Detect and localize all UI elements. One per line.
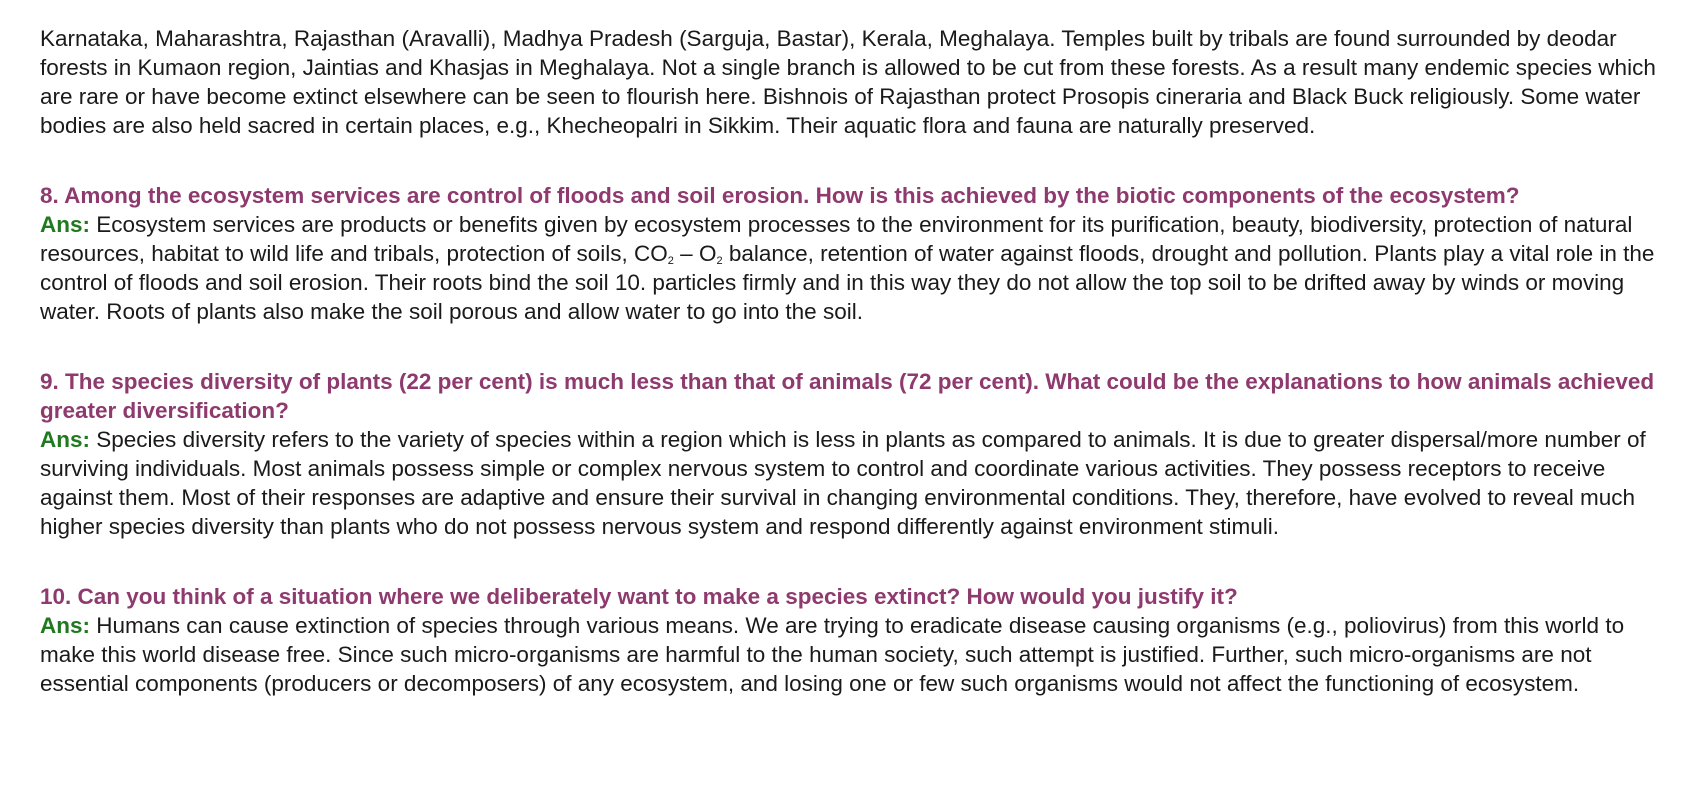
answer-9-text: Species diversity refers to the variety of species within a region which is less in plants as compared to animals. It is due to greater dispersal/more number of surviving individuals. Most animals possess simple or complex nervous system to control and coordinate various activities. They possess receptors to receive against them. Most of their responses are adaptive and ensure their survival in changing environmental conditions. They, therefore, have evolved to reveal much higher species diversity than plants who do not possess nervous system and respond differently against environment stimuli. (40, 427, 1646, 539)
document-page (40, 24, 1680, 698)
subscript-2: 2 (716, 255, 723, 267)
answer-8 (40, 210, 1680, 326)
answer-10 (40, 611, 1680, 698)
answer-10-text: Humans can cause extinction of species through various means. We are trying to eradicate disease causing organisms (e.g., poliovirus) from this world to make this world disease free. Since such micro-organisms are harmful to the human society, such attempt is justified. Further, such micro-organisms are not essential components (producers or decomposers) of any ecosystem, and losing one or few such organisms would not affect the functioning of ecosystem. (40, 613, 1625, 696)
question-10: 10. Can you think of a situation where we deliberately want to make a species extinct? How would you justify it? (40, 584, 1238, 609)
answer-label: Ans: (40, 212, 90, 237)
question-10-block (40, 582, 1680, 698)
answer-9 (40, 425, 1680, 541)
intro-paragraph: Karnataka, Maharashtra, Rajasthan (Aravalli), Madhya Pradesh (Sarguja, Bastar), Kerala, Meghalaya. Temples built by tribals are found surrounded by deodar forests in Kumaon region, Jaintias and Khasjas in Meghalaya. Not a single branch is allowed to be cut from these forests. As a result many endemic species which are rare or have become extinct elsewhere can be seen to flourish here. Bishnois of Rajasthan protect Prosopis cineraria and Black Buck religiously. Some water bodies are also held sacred in certain places, e.g., Khecheopalri in Sikkim. Their aquatic flora and fauna are naturally preserved. (40, 26, 1656, 138)
answer-8-text-part2: – O (673, 241, 717, 266)
question-8-block (40, 181, 1680, 326)
answer-label: Ans: (40, 427, 90, 452)
question-9-block (40, 367, 1680, 541)
question-8: 8. Among the ecosystem services are control of floods and soil erosion. How is this achieved by the biotic components of the ecosystem? (40, 183, 1520, 208)
subscript-2: 2 (667, 255, 674, 267)
question-9: 9. The species diversity of plants (22 per cent) is much less than that of animals (72 per cent). What could be the explanations to how animals achieved greater diversification? (40, 369, 1655, 423)
answer-8-text-part3: balance, retention of water against floods, drought and pollution. Plants play a vital role in the control of floods and soil erosion. Their roots bind the soil 10. particles firmly and in this way they do not allow the top soil to be drifted away by winds or moving water. Roots of plants also make the soil porous and allow water to go into the soil. (40, 241, 1655, 324)
answer-label: Ans: (40, 613, 90, 638)
answer-8-text-part1: Ecosystem services are products or benefits given by ecosystem processes to the environment for its purification, beauty, biodiversity, protection of natural resources, habitat to wild life and tribals, protection of soils, CO (40, 212, 1633, 266)
